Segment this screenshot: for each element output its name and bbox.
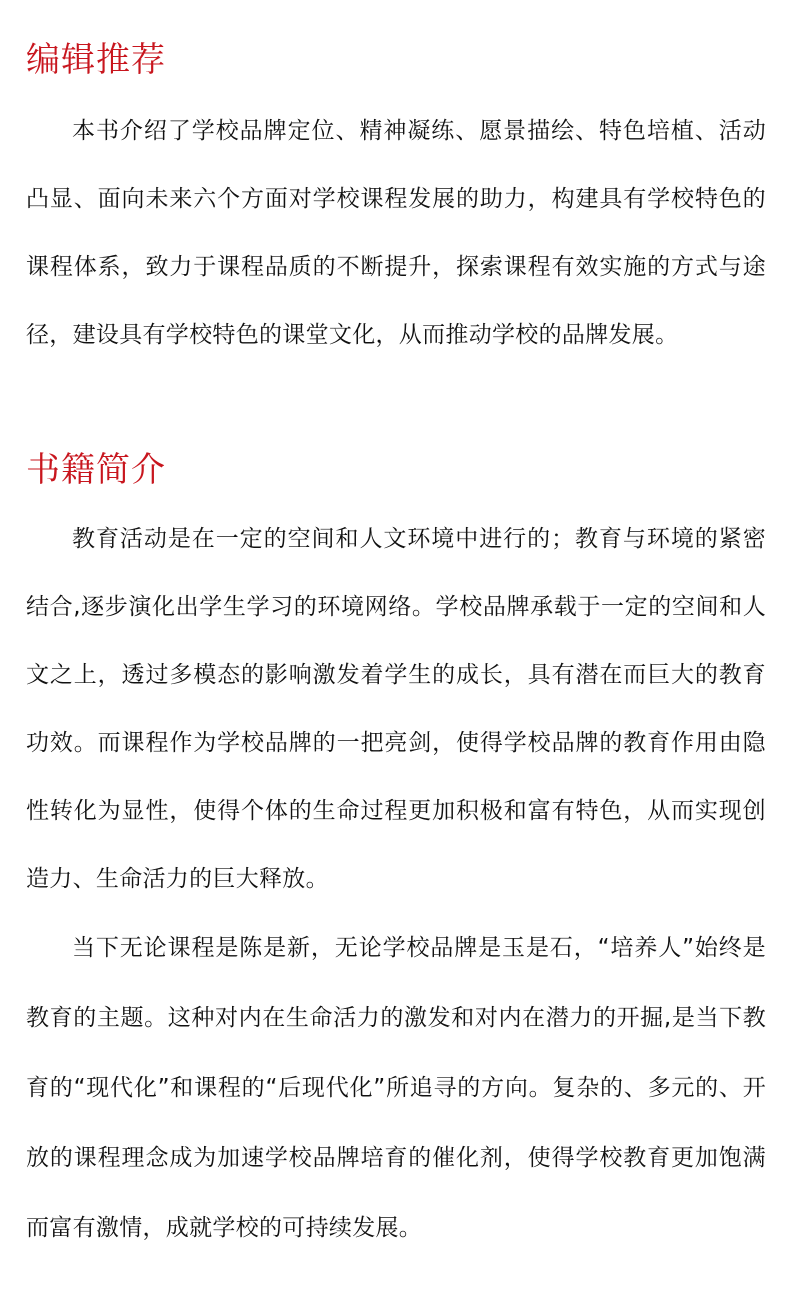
editor-recommendation-paragraph: 本书介绍了学校品牌定位、精神凝练、愿景描绘、特色培植、活动凸显、面向未来六个方面对学校课程发展的助力，构建具有学校特色的课程体系，致力于课程品质的不断提升，探索课程有效实施的方式与途径，建设具有学校特色的课堂文化，从而推动学校的品牌发展。 (26, 118, 766, 348)
book-introduction-paragraph-2: 当下无论课程是陈是新，无论学校品牌是玉是石，“培养人”始终是教育的主题。这种对内在生命活力的激发和对内在潜力的开掘,是当下教育的“现代化”和课程的“后现代化”所追寻的方向。复杂的、多元的、开放的课程理念成为加速学校品牌培育的催化剂，使得学校教育更加饱满而富有激情，成就学校的可持续发展。 (26, 935, 766, 1241)
section-title-book-introduction: 书籍简介 (26, 450, 166, 490)
section-title-editor-recommendation: 编辑推荐 (26, 40, 166, 80)
book-introduction-paragraph-1: 教育活动是在一定的空间和人文环境中进行的；教育与环境的紧密结合,逐步演化出学生学习的环境网络。学校品牌承载于一定的空间和人文之上，透过多模态的影响激发着学生的成长，具有潜在而巨大的教育功效。而课程作为学校品牌的一把亮剑，使得学校品牌的教育作用由隐性转化为显性，使得个体的生命过程更加积极和富有特色，从而实现创造力、生命活力的巨大释放。 (26, 526, 766, 892)
